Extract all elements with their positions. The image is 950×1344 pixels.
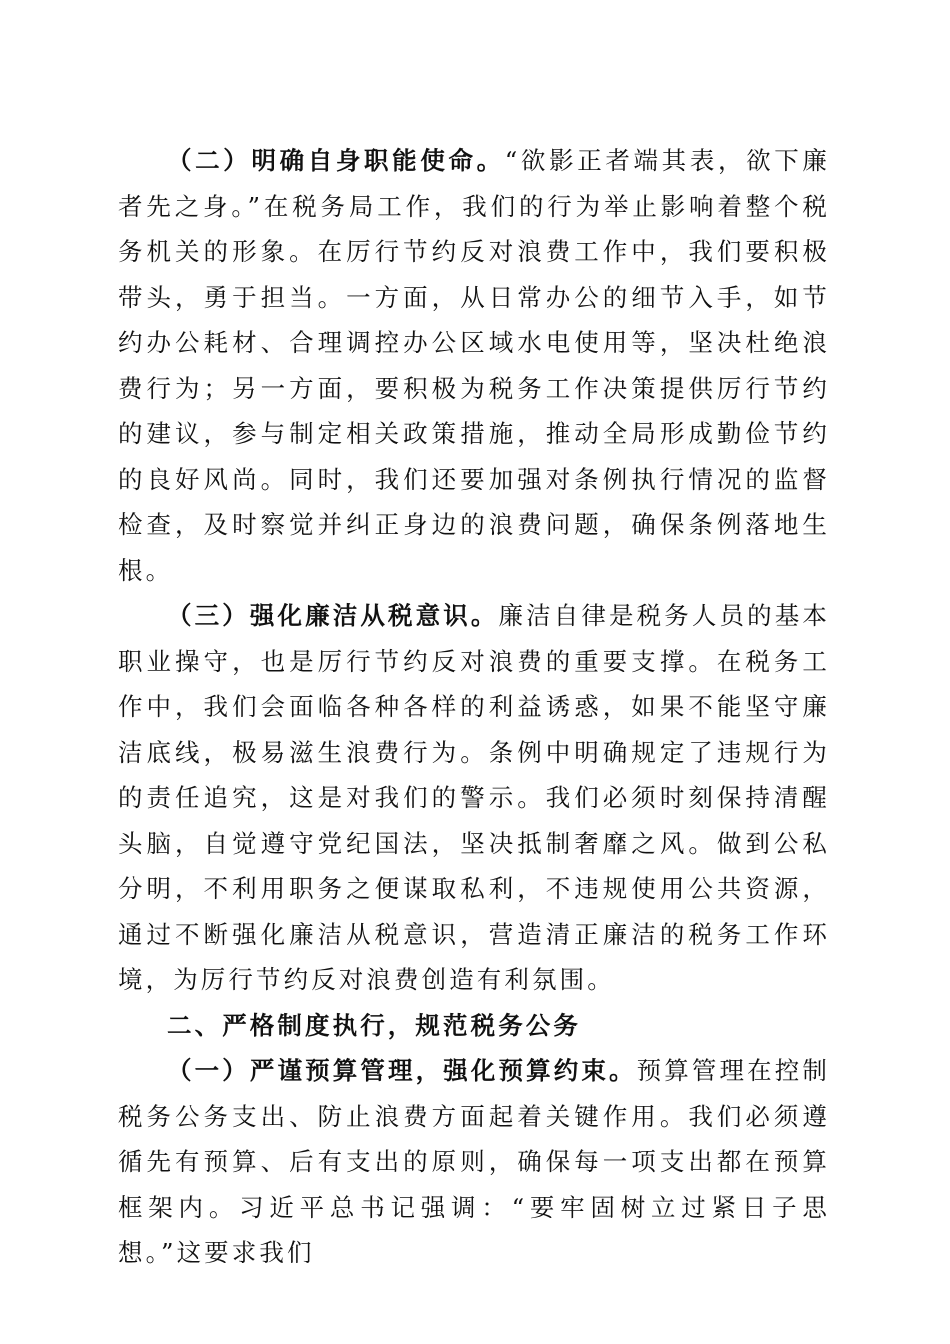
- paragraph-text: 廉洁自律是税务人员的基本职业操守，也是厉行节约反对浪费的重要支撑。在税务工作中，我们会面临各种各样的利益诱惑，如果不能坚守廉洁底线，极易滋生浪费行为。条例中明确规定了违规行为的责任追究，这是对我们的警示。我们必须时刻保持清醒头脑，自觉遵守党纪国法，坚决抵制奢靡之风。做到公私分明，不利用职务之便谋取私利，不违规使用公共资源，通过不断强化廉洁从税意识，营造清正廉洁的税务工作环境，为厉行节约反对浪费创造有利氛围。: [118, 601, 830, 994]
- paragraph-lead: （一）严谨预算管理，强化预算约束。: [167, 1056, 637, 1085]
- paragraph-duty-mission: [118, 138, 830, 593]
- paragraph-budget-management: [118, 1048, 830, 1276]
- document-body: [118, 138, 830, 1276]
- paragraph-text: “欲影正者端其表，欲下廉者先之身。”在税务局工作，我们的行为举止影响着整个税务机关的形象。在厉行节约反对浪费工作中，我们要积极带头，勇于担当。一方面，从日常办公的细节入手，如节约办公耗材、合理调控办公区域水电使用等，坚决杜绝浪费行为；另一方面，要积极为税务工作决策提供厉行节约的建议，参与制定相关政策措施，推动全局形成勤俭节约的良好风尚。同时，我们还要加强对条例执行情况的监督检查，及时察觉并纠正身边的浪费问题，确保条例落地生根。: [118, 146, 830, 585]
- section-heading: 二、严格制度执行，规范税务公务: [167, 1010, 581, 1040]
- paragraph-text: 预算管理在控制税务公务支出、防止浪费方面起着关键作用。我们必须遵循先有预算、后有支出的原则，确保每一项支出都在预算框架内。习近平总书记强调：“要牢固树立过紧日子思想。”这要求我们: [118, 1056, 830, 1267]
- paragraph-lead: （二）明确自身职能使命。: [167, 146, 505, 175]
- paragraph-lead: （三）强化廉洁从税意识。: [167, 601, 499, 630]
- paragraph-integrity-awareness: [118, 593, 830, 1003]
